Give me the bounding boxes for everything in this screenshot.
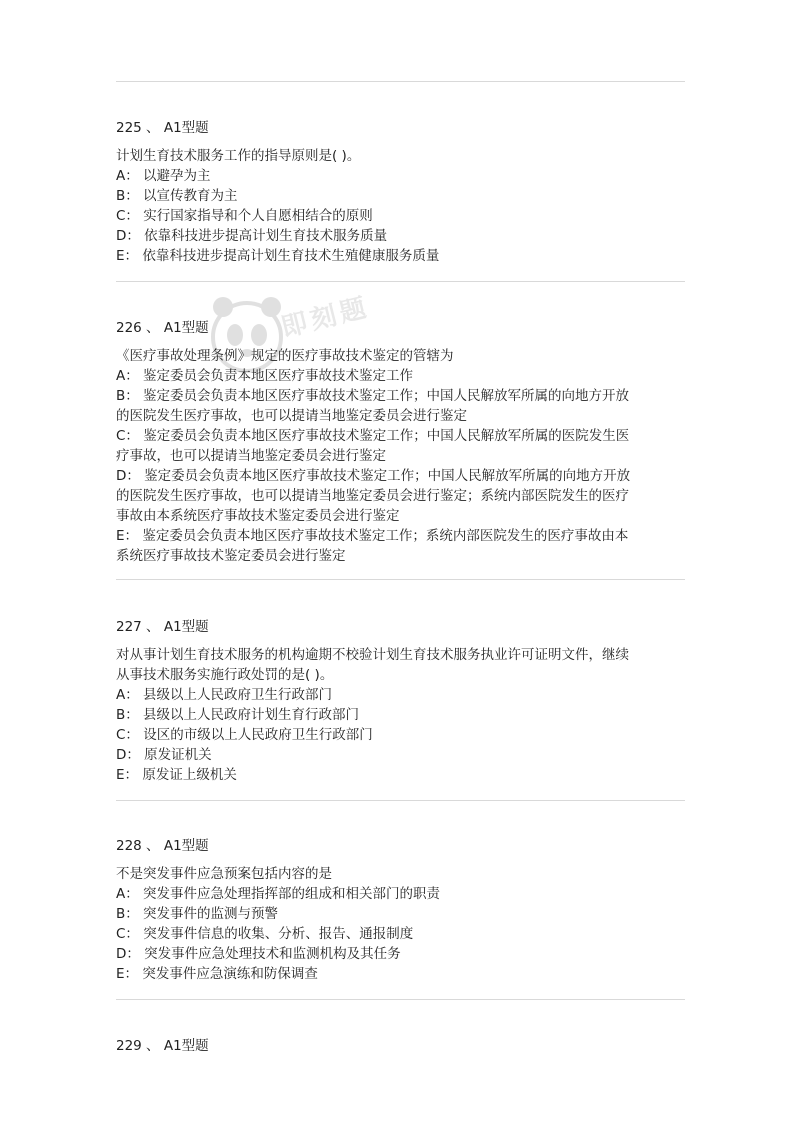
- separator-rule: [116, 800, 685, 801]
- question-block: [116, 118, 688, 266]
- question-header: 228 、 A1型题: [116, 838, 209, 854]
- separator-rule: [116, 81, 685, 82]
- option-a: A： 以避孕为主: [116, 168, 211, 184]
- option-d: D： 突发事件应急处理技术和监测机构及其任务: [116, 946, 401, 962]
- option-b: B： 以宣传教育为主: [116, 188, 238, 204]
- option-c: C： 设区的市级以上人民政府卫生行政部门: [116, 727, 373, 743]
- option-c: C： 鉴定委员会负责本地区医疗事故技术鉴定工作；中国人民解放军所属的医院发生医: [116, 428, 630, 444]
- separator-rule: [116, 579, 685, 580]
- option-d: D： 原发证机关: [116, 747, 212, 763]
- option-c-continued: 疗事故，也可以提请当地鉴定委员会进行鉴定: [116, 448, 386, 464]
- separator-rule: [116, 999, 685, 1000]
- question-header: 227 、 A1型题: [116, 619, 209, 635]
- question-header: 229 、 A1型题: [116, 1038, 209, 1054]
- option-a: A： 县级以上人民政府卫生行政部门: [116, 687, 333, 703]
- separator-rule: [116, 281, 685, 282]
- option-e: E： 原发证上级机关: [116, 767, 237, 783]
- option-d: D： 鉴定委员会负责本地区医疗事故技术鉴定工作；中国人民解放军所属的向地方开放: [116, 468, 631, 484]
- option-e: E： 依靠科技进步提高计划生育技术生殖健康服务质量: [116, 248, 440, 264]
- option-d-continued: 的医院发生医疗事故，也可以提请当地鉴定委员会进行鉴定；系统内部医院发生的医疗: [116, 488, 629, 504]
- question-header: 225 、 A1型题: [116, 120, 209, 136]
- question-stem-continued: 从事技术服务实施行政处罚的是( )。: [116, 667, 334, 683]
- option-e: E： 突发事件应急演练和防保调查: [116, 966, 318, 982]
- option-a: A： 鉴定委员会负责本地区医疗事故技术鉴定工作: [116, 368, 414, 384]
- question-stem: 《医疗事故处理条例》规定的医疗事故技术鉴定的管辖为: [116, 348, 454, 364]
- option-b: B： 县级以上人民政府计划生育行政部门: [116, 707, 360, 723]
- question-stem: 对从事计划生育技术服务的机构逾期不校验计划生育技术服务执业许可证明文件，继续: [116, 647, 629, 663]
- option-d: D： 依靠科技进步提高计划生育技术服务质量: [116, 228, 388, 244]
- option-e: E： 鉴定委员会负责本地区医疗事故技术鉴定工作；系统内部医院发生的医疗事故由本: [116, 528, 629, 544]
- option-b: B： 突发事件的监测与预警: [116, 906, 279, 922]
- question-block: [116, 318, 688, 566]
- option-a: A： 突发事件应急处理指挥部的组成和相关部门的职责: [116, 886, 441, 902]
- option-b: B： 鉴定委员会负责本地区医疗事故技术鉴定工作；中国人民解放军所属的向地方开放: [116, 388, 630, 404]
- question-block: [116, 836, 688, 984]
- option-c: C： 实行国家指导和个人自愿相结合的原则: [116, 208, 373, 224]
- question-stem: 不是突发事件应急预案包括内容的是: [116, 866, 332, 882]
- question-block: [116, 617, 688, 785]
- option-c: C： 突发事件信息的收集、分析、报告、通报制度: [116, 926, 414, 942]
- question-block: [116, 1036, 688, 1064]
- question-stem: 计划生育技术服务工作的指导原则是( )。: [116, 148, 361, 164]
- question-header: 226 、 A1型题: [116, 320, 209, 336]
- watermark-text: 即刻题: [278, 292, 373, 344]
- option-e-continued: 系统医疗事故技术鉴定委员会进行鉴定: [116, 548, 346, 564]
- option-d-continued: 事故由本系统医疗事故技术鉴定委员会进行鉴定: [116, 508, 400, 524]
- option-b-continued: 的医院发生医疗事故，也可以提请当地鉴定委员会进行鉴定: [116, 408, 467, 424]
